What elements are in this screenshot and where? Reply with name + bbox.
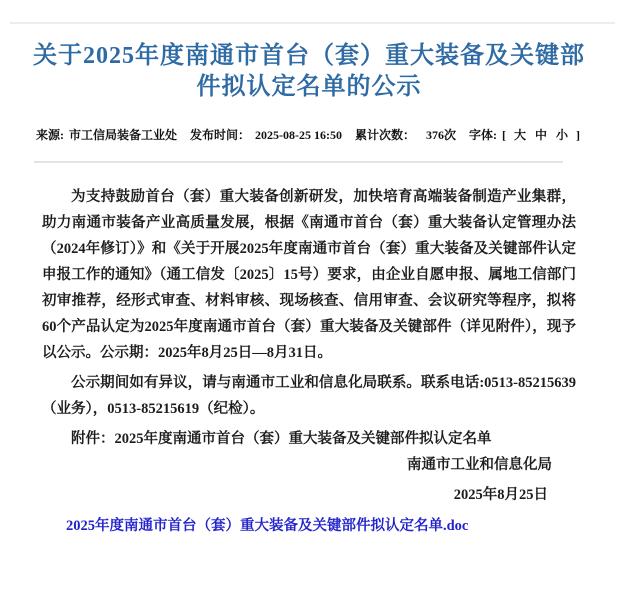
body-paragraph-1: 为支持鼓励首台（套）重大装备创新研发，加快培育高端装备制造产业集群，助力南通市装备产业高质量发展，根据《南通市首台（套）重大装备认定管理办法（2024年修订）》和《关于开展2025年度南通市首台（套）重大装备及关键部件认定申报工作的通知》（通工信发〔2025〕15号）要求，由企业自愿申报、属地工信部门初审推荐，经形式审查、材料审核、现场核查、信用审查、会议研究等程序，拟将60个产品认定为2025年度南通市首台（套）重大装备及关键部件（详见附件），现予以公示。公示期：2025年8月25日—8月31日。 — [42, 189, 576, 361]
body-paragraph-2: 公示期间如有异议，请与南通市工业和信息化局联系。联系电话:0513-85215639（业务），0513-85215619（纪检）。 — [42, 375, 576, 417]
top-divider — [10, 22, 615, 24]
publish-time-value: 2025-08-25 16:50 — [254, 128, 342, 142]
font-size-medium-button[interactable]: 中 — [535, 128, 548, 142]
page-title — [20, 41, 598, 103]
article-meta — [0, 126, 618, 143]
issue-date: 2025年8月25日 — [453, 487, 548, 503]
page-title-line2: 件拟认定名单的公示 — [196, 74, 422, 100]
issuing-authority: 南通市工业和信息化局 — [407, 457, 552, 473]
font-size-label: 字体: — [469, 128, 497, 142]
article-body — [42, 184, 576, 456]
views-value: 376次 — [425, 128, 456, 142]
views-label: 累计次数： — [354, 128, 415, 142]
source-value: 市工信局装备工业处 — [68, 128, 177, 142]
page-title-line1: 关于2025年度南通市首台（套）重大装备及关键部 — [33, 43, 585, 69]
meta-body-divider — [34, 161, 563, 163]
attachment-doc-link[interactable]: 2025年度南通市首台（套）重大装备及关键部件拟认定名单.doc — [66, 518, 469, 534]
publish-time-label: 发布时间： — [189, 128, 250, 142]
font-size-large-button[interactable]: 大 — [514, 128, 527, 142]
attachment-reference-line: 附件：2025年度南通市首台（套）重大装备及关键部件拟认定名单 — [71, 431, 492, 447]
font-size-bracket-open: [ — [502, 128, 506, 142]
font-size-bracket-close: ] — [576, 128, 581, 142]
font-size-small-button[interactable]: 小 — [556, 128, 569, 142]
source-label: 来源: — [35, 128, 64, 142]
